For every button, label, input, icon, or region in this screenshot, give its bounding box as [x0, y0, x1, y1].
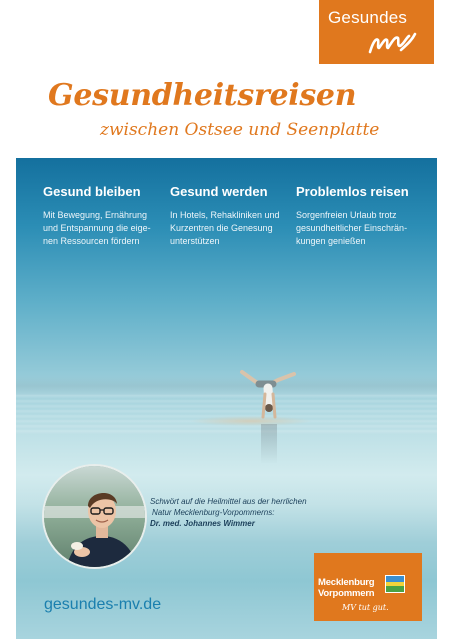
column-heading: Problemlos reisen	[296, 184, 409, 199]
logo-slogan: MV tut gut.	[342, 603, 389, 612]
column-text: In Hotels, Rehakliniken und Kurzentren die Genesung unterstützen	[170, 210, 280, 246]
logo-word: Gesundes	[328, 8, 408, 27]
quote-author: Dr. med. Johannes Wimmer	[150, 519, 255, 528]
column-heading: Gesund bleiben	[43, 184, 141, 199]
quote-line-2: Natur Mecklenburg-Vorpommerns:	[152, 508, 275, 517]
column-heading: Gesund werden	[170, 184, 268, 199]
column-problemlos-reisen	[296, 184, 426, 248]
column-text: Sorgenfreien Urlaub trotz gesundheitlicher Einschrän-kungen genießen	[296, 210, 408, 246]
landscape-flag-icon	[385, 575, 405, 593]
logo-line-1: Mecklenburg	[318, 577, 375, 588]
doctor-quote	[150, 496, 307, 529]
mv-script-mark-icon	[367, 30, 427, 58]
website-link[interactable]: gesundes-mv.de	[44, 596, 162, 613]
mecklenburg-vorpommern-logo[interactable]	[314, 553, 422, 621]
page-title: Gesundheitsreisen	[48, 78, 357, 113]
column-gesund-bleiben	[43, 184, 161, 248]
gesundes-mv-logo[interactable]	[319, 0, 434, 64]
quote-line-1: Schwört auf die Heilmittel aus der herrlichen	[150, 497, 307, 506]
page-subtitle: zwischen Ostsee und Seenplatte	[100, 120, 380, 140]
column-gesund-werden	[170, 184, 282, 248]
doctor-portrait	[42, 464, 147, 569]
portrait-image	[44, 466, 147, 569]
column-text: Mit Bewegung, Ernährung und Entspannung die eige-nen Ressourcen fördern	[43, 210, 151, 246]
logo-line-2: Vorpommern	[318, 588, 375, 599]
